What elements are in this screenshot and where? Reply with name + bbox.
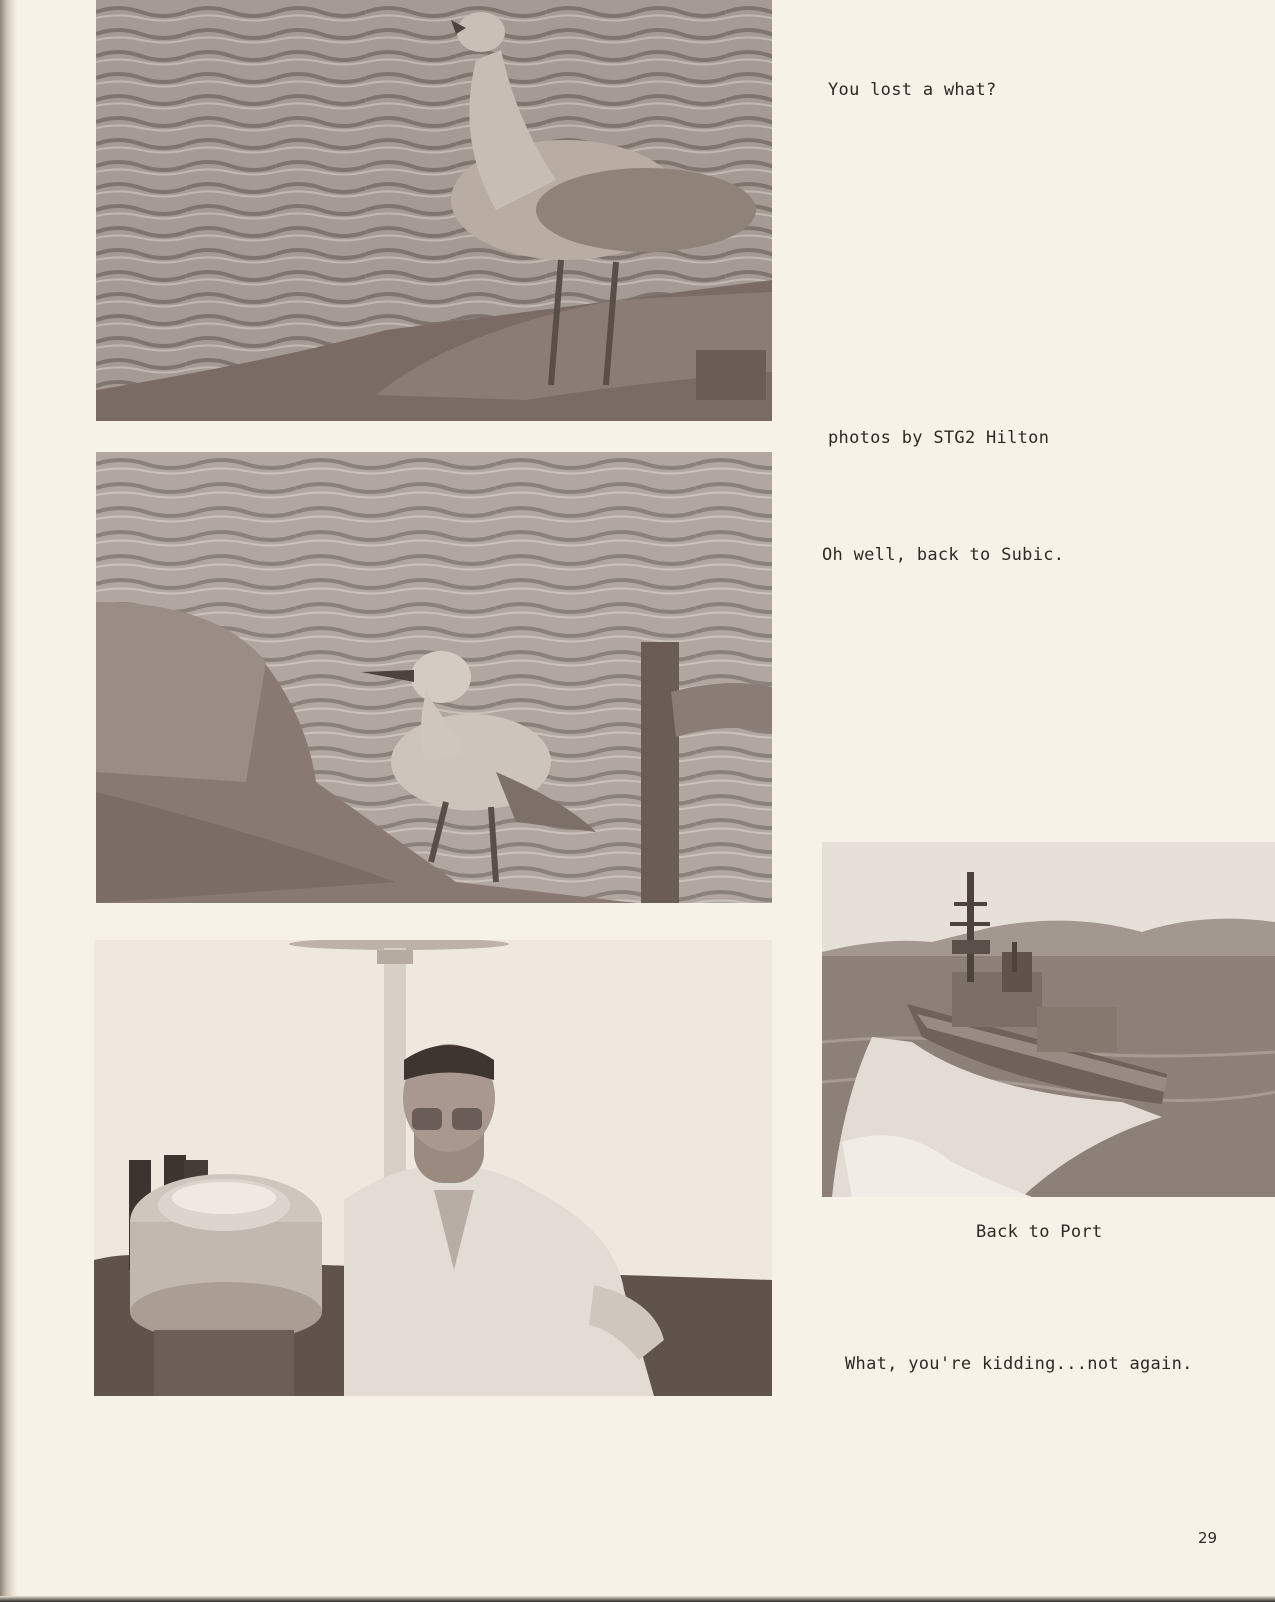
caption-photo-credit: photos by STG2 Hilton: [828, 428, 1050, 448]
binding-gutter: [0, 0, 18, 1602]
caption-back-to-subic: Oh well, back to Subic.: [822, 545, 1065, 565]
page-bottom-edge: [0, 1596, 1275, 1602]
photo-sailor-on-bridge: [94, 940, 772, 1396]
photo-seagull-on-deck: [96, 452, 772, 903]
photo-seagull-perched: [96, 0, 772, 421]
caption-you-lost-a-what: You lost a what?: [828, 80, 997, 100]
page-number: 29: [1198, 1529, 1218, 1547]
caption-not-again: What, you're kidding...not again.: [845, 1354, 1193, 1374]
photo-ship-underway: [822, 842, 1275, 1197]
caption-back-to-port: Back to Port: [976, 1222, 1103, 1242]
